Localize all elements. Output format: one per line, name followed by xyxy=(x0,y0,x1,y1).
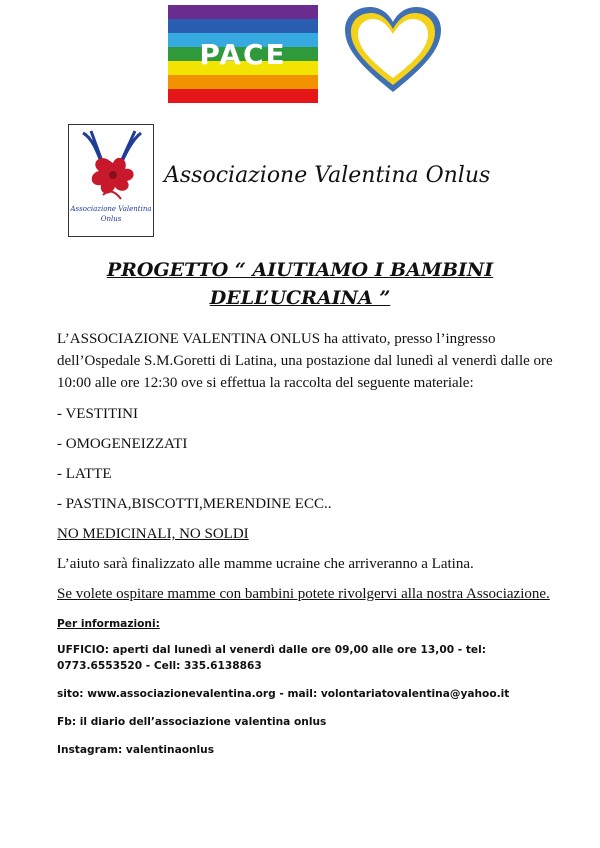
title-line2: DELL’UCRAINA ” xyxy=(209,287,391,309)
flag-stripe xyxy=(168,89,318,103)
list-item: - VESTITINI xyxy=(57,406,138,422)
aid-paragraph: L’aiuto sarà finalizzato alle mamme ucraine che arriveranno a Latina. xyxy=(57,556,474,572)
list-item: - OMOGENEIZZATI xyxy=(57,436,188,452)
logo-emblem xyxy=(77,129,147,205)
main-body xyxy=(57,328,567,758)
logo-caption xyxy=(69,204,153,224)
project-title xyxy=(60,256,540,312)
facebook-info: Fb: il diario dell’associazione valentina onlus xyxy=(57,716,327,728)
heart-icon xyxy=(343,6,443,96)
title-line1: PROGETTO “ AIUTIAMO I BAMBINI xyxy=(106,259,494,281)
peace-flag xyxy=(168,5,318,103)
flag-stripe xyxy=(168,75,318,89)
list-item: - LATTE xyxy=(57,466,112,482)
host-paragraph: Se volete ospitare mamme con bambini potete rivolgervi alla nostra Associazione. xyxy=(57,586,550,602)
instagram-info: Instagram: valentinaonlus xyxy=(57,744,215,756)
organization-name: Associazione Valentina Onlus xyxy=(164,163,491,188)
association-logo xyxy=(68,124,154,237)
info-heading: Per informazioni: xyxy=(57,618,160,630)
logo-caption-line1: Associazione Valentina xyxy=(70,205,152,213)
list-item: - PASTINA,BISCOTTI,MERENDINE ECC.. xyxy=(57,496,332,512)
office-info: UFFICIO: aperti dal lunedì al venerdì dalle ore 09,00 alle ore 13,00 - tel: 0773.6553520 - Cell: 335.6138863 xyxy=(57,644,486,672)
website-mail-info: sito: www.associazionevalentina.org - mail: volontariatovalentina@yahoo.it xyxy=(57,688,510,700)
no-medicine-note: NO MEDICINALI, NO SOLDI xyxy=(57,526,249,542)
flag-stripe xyxy=(168,5,318,19)
flag-stripe xyxy=(168,19,318,33)
intro-paragraph: L’ASSOCIAZIONE VALENTINA ONLUS ha attivato, presso l’ingresso dell’Ospedale S.M.Goretti di Latina, una postazione dal lunedì al venerdì dalle ore 10:00 alle ore 12:30 ove si effettua la raccolta del seguente materiale: xyxy=(57,331,553,391)
peace-word: PACE xyxy=(199,38,287,71)
logo-caption-line2: Onlus xyxy=(100,215,122,223)
